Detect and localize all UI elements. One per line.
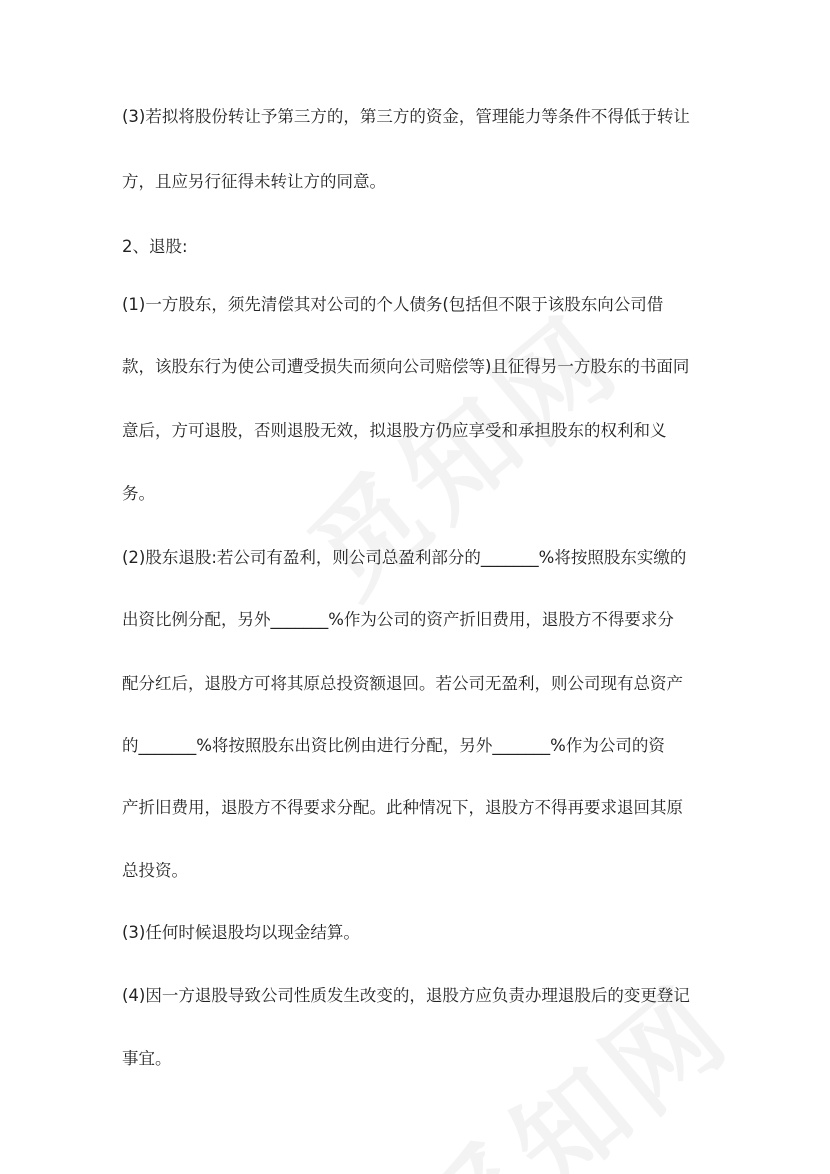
- text-line: 的_______%将按照股东出资比例由进行分配，另外_______%作为公司的资: [122, 736, 665, 755]
- text-line: 总投资。: [122, 861, 188, 880]
- text-line: (4)因一方退股导致公司性质发生改变的，退股方应负责办理退股后的变更登记: [122, 986, 690, 1005]
- text-line: 方，且应另行征得未转让方的同意。: [122, 172, 386, 191]
- text-line: 意后，方可退股，否则退股无效，拟退股方仍应享受和承担股东的权利和义: [122, 421, 667, 440]
- text-line: (2)股东退股:若公司有盈利，则公司总盈利部分的_______%将按照股东实缴的: [122, 548, 687, 567]
- text-line: (1)一方股东，须先清偿其对公司的个人债务(包括但不限于该股东向公司借: [122, 295, 664, 314]
- text-line: 事宜。: [122, 1049, 172, 1068]
- text-line: 出资比例分配，另外_______%作为公司的资产折旧费用，退股方不得要求分: [122, 610, 674, 629]
- section-heading: 2、退股:: [122, 237, 188, 256]
- text-line: (3)任何时候退股均以现金结算。: [122, 923, 360, 942]
- text-line: 配分红后，退股方可将其原总投资额退回。若公司无盈利，则公司现有总资产: [122, 674, 683, 693]
- watermark: [271, 273, 648, 625]
- text-line: (3)若拟将股份转让予第三方的，第三方的资金，管理能力等条件不得低于转让: [122, 107, 690, 126]
- text-line: 务。: [122, 484, 155, 503]
- text-line: 产折旧费用，退股方不得要求分配。此种情况下，退股方不得再要求退回其原: [122, 798, 683, 817]
- watermark: [381, 943, 758, 1174]
- text-line: 款，该股东行为使公司遭受损失而须向公司赔偿等)且征得另一方股东的书面同: [122, 357, 690, 376]
